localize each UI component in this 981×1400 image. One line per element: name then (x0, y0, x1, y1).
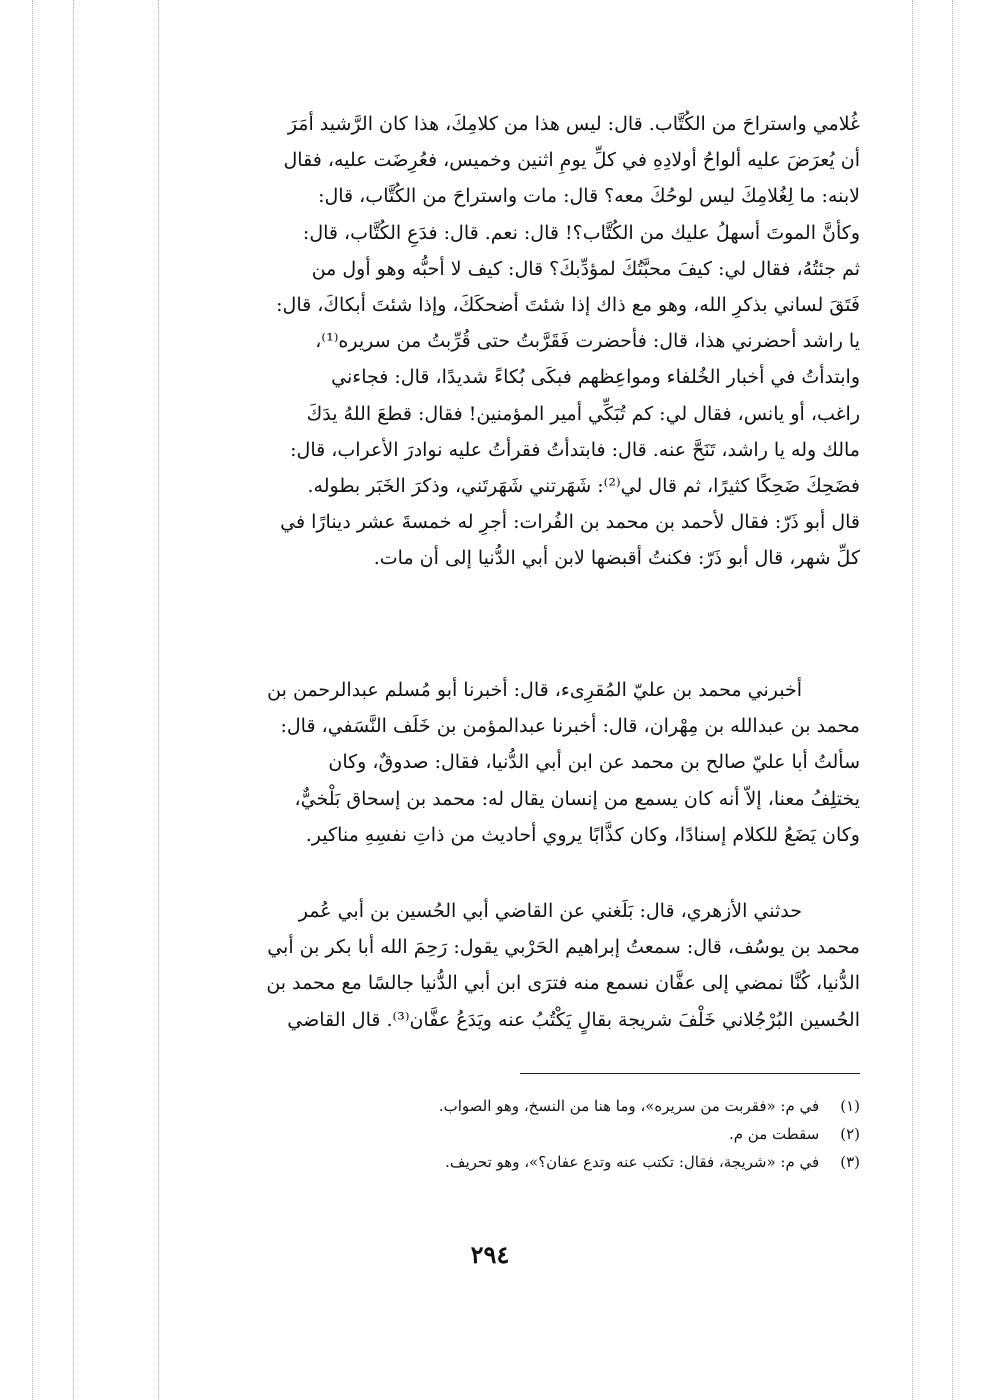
scan-guide-line (952, 0, 953, 1400)
footnote (300, 1120, 860, 1148)
footnote-number: (٢) (840, 1125, 860, 1143)
scan-guide-line (32, 0, 33, 1400)
paragraph-3 (148, 893, 860, 1038)
page-number: ٢٩٤ (470, 1240, 510, 1269)
text-line: محمد بن يوسُف، قال: سمعتُ إبراهيم الحَرْبي يقول: رَحِمَ الله أبا بكر بن أبي (267, 936, 860, 959)
paragraph-1 (148, 106, 860, 576)
text-line: حدثني الأزهري، قال: بَلَغني عن القاضي أبي الحُسين بن أبي عُمر (298, 900, 802, 922)
text-line: غُلامي واستراحَ من الكُتَّاب. قال: ليس هذا من كلامِكَ، هذا كان الرَّشيد أمَرَ (287, 113, 860, 135)
footnote (300, 1092, 860, 1120)
text-line: لابنه: ما لِغُلامِكَ ليس لوحُكَ معه؟ قال: مات واستراحَ من الكُتَّاب، قال: (318, 185, 860, 208)
text-line: وابتدأتُ في أخبار الخُلفاء ومواعِظهم فبكَى بُكاءً شديدًا، قال: فجاءني (331, 366, 860, 389)
text-line: محمد بن عبدالله بن مِهْران، قال: أخبرنا عبدالمؤمن بن خَلَف النَّسَفي، قال: (280, 715, 860, 738)
text-line: راغب، أو يانس، فقال لي: كم تُبَكِّي أمير المؤمنين! فقال: قطعَ اللهُ يدَكَ (306, 402, 860, 425)
text-line: فَتَقَ لساني بذكرِ الله، وهو مع ذاك إذا شئتَ أضحكَكَ، وإذا شئتَ أبكاكَ، قال: (276, 293, 860, 316)
text-line: الدُّنيا، كُنَّا نمضي إلى عفَّان نسمع منه فترَى ابن أبي الدُّنيا جالسًا مع محمد بن (266, 972, 860, 995)
paragraph-2 (148, 672, 860, 853)
footnotes (300, 1092, 860, 1176)
footnote-text: سقطت من م. (728, 1125, 820, 1143)
footnote-text: في م: «فقربت من سريره»، وما هنا من النسخ، وهو الصواب. (438, 1097, 820, 1115)
text-line: يا راشد أحضرني هذا، قال: فأحضرت فَقَرَّبتُ حتى قُرِّبتُ من سريره⁽¹⁾، (315, 330, 860, 353)
text-line: وكان يَضَعُ للكلام إسنادًا، وكان كذَّابًا يروي أحاديث من ذاتِ نفسِهِ مناكير. (305, 823, 860, 846)
text-line: كلِّ شهر، قال أبو ذَرّ: فكنتُ أقبضها لابن أبي الدُّنيا إلى أن مات. (373, 547, 860, 570)
text-line: يختلِفُ معنا، إلاّ أنه كان يسمع من إنسان يقال له: محمد بن إسحاق بَلْخيٌّ، (294, 787, 860, 810)
text-line: فضَحِكَ ضَحِكًا كثيرًا، ثم قال لي⁽²⁾: شَهَرتني شَهَرتَني، وذكرَ الخَبَر بطوله. (307, 474, 860, 497)
text-line: مالك وله يا راشد، تَنَحَّ عنه. قال: فابتدأتُ فقرأتُ عليه نوادرَ الأعراب، قال: (290, 438, 860, 461)
footnote (300, 1148, 860, 1176)
text-line: أن يُعرَضَ عليه ألواحُ أولادِهِ في كلِّ يومِ اثنين وخميس، فعُرِضَت عليه، فقال (283, 149, 860, 172)
text-line: وكأنَّ الموتَ أسهلُ عليك من الكُتَّاب؟! قال: نعم. قال: فدَعِ الكُتَّاب، قال: (302, 221, 860, 244)
text-line: أخبرني محمد بن عليّ المُقرِىء، قال: أخبرنا أبو مُسلم عبدالرحمن بن (267, 679, 802, 701)
scan-guide-line (912, 0, 913, 1400)
text-line: ثم جئتُهُ، فقال لي: كيفَ محبَّتُكَ لمؤدِّبكَ؟ قال: كيف لا أحبُّه وهو أول من (311, 257, 860, 280)
text-line: قال أبو ذَرّ: فقال لأحمد بن محمد بن الفُرات: أجرِ له خمسةَ عشر دينارًا في (280, 511, 860, 534)
footnote-number: (٣) (840, 1153, 860, 1171)
scan-guide-line (73, 0, 74, 1400)
text-line: سألتُ أبا عليّ صالح بن محمد عن ابن أبي الدُّنيا، فقال: صدوقٌ، وكان (328, 751, 860, 774)
footnote-text: في م: «شريجة، فقال: تكتب عنه وتدع عفان؟»، وهو تحريف. (445, 1153, 820, 1171)
footnote-divider (520, 1073, 860, 1074)
text-line: الحُسين البُرْجُلاني خَلْفَ شريجة بقالٍ يَكْتُبُ عنه ويَدَعُ عفَّان⁽³⁾. قال القاضي (287, 1008, 860, 1031)
footnote-number: (١) (840, 1097, 860, 1115)
